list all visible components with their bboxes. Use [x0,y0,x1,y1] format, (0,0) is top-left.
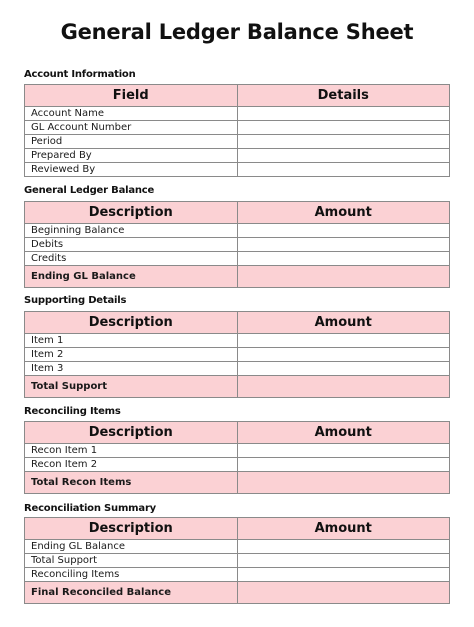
total-row [25,472,450,494]
total-label: Final Reconciled Balance [25,582,238,604]
table-row [25,540,450,554]
section-label-summary: Reconciliation Summary [24,503,156,514]
table-header-row [25,422,450,444]
row-label: Recon Item 2 [25,458,238,472]
column-header: Description [25,422,238,444]
column-header: Description [25,202,238,224]
table-row [25,252,450,266]
value-cell[interactable] [237,107,450,121]
value-cell[interactable] [237,540,450,554]
row-label: Item 3 [25,362,238,376]
table-header-row [25,85,450,107]
total-value-cell[interactable] [237,582,450,604]
value-cell[interactable] [237,121,450,135]
section-label-account-info: Account Information [24,69,136,80]
column-header: Amount [237,422,450,444]
page-title: General Ledger Balance Sheet [60,20,414,44]
table-row [25,568,450,582]
value-cell[interactable] [237,252,450,266]
value-cell[interactable] [237,362,450,376]
value-cell[interactable] [237,334,450,348]
table-row [25,554,450,568]
table-row [25,334,450,348]
row-label: Reviewed By [25,163,238,177]
table-row [25,107,450,121]
table-row [25,362,450,376]
section-label-supporting: Supporting Details [24,295,127,306]
supporting-details-table [24,311,450,398]
section-label-reconciling: Reconciling Items [24,406,121,417]
gl-balance-table [24,201,450,288]
column-header: Description [25,312,238,334]
column-header: Amount [237,518,450,540]
value-cell[interactable] [237,163,450,177]
table-row [25,238,450,252]
total-label: Total Recon Items [25,472,238,494]
value-cell[interactable] [237,568,450,582]
table-row [25,135,450,149]
row-label: Recon Item 1 [25,444,238,458]
row-label: Reconciling Items [25,568,238,582]
column-header: Amount [237,312,450,334]
table-header-row [25,312,450,334]
row-label: Debits [25,238,238,252]
row-label: Ending GL Balance [25,540,238,554]
table-row [25,163,450,177]
column-header: Details [237,85,450,107]
column-header: Amount [237,202,450,224]
value-cell[interactable] [237,458,450,472]
row-label: Prepared By [25,149,238,163]
total-value-cell[interactable] [237,472,450,494]
reconciliation-summary-table [24,517,450,604]
total-label: Total Support [25,376,238,398]
value-cell[interactable] [237,149,450,163]
table-row [25,348,450,362]
value-cell[interactable] [237,348,450,362]
value-cell[interactable] [237,135,450,149]
row-label: Beginning Balance [25,224,238,238]
total-value-cell[interactable] [237,376,450,398]
row-label: GL Account Number [25,121,238,135]
column-header: Description [25,518,238,540]
reconciling-items-table [24,421,450,494]
table-row [25,121,450,135]
section-label-gl-balance: General Ledger Balance [24,185,155,196]
row-label: Period [25,135,238,149]
total-label: Ending GL Balance [25,266,238,288]
table-row [25,458,450,472]
account-info-table [24,84,450,177]
table-header-row [25,202,450,224]
row-label: Total Support [25,554,238,568]
value-cell[interactable] [237,444,450,458]
total-row [25,376,450,398]
table-row [25,444,450,458]
row-label: Account Name [25,107,238,121]
value-cell[interactable] [237,554,450,568]
total-row [25,266,450,288]
column-header: Field [25,85,238,107]
total-value-cell[interactable] [237,266,450,288]
value-cell[interactable] [237,238,450,252]
row-label: Credits [25,252,238,266]
table-header-row [25,518,450,540]
row-label: Item 2 [25,348,238,362]
row-label: Item 1 [25,334,238,348]
total-row [25,582,450,604]
table-row [25,224,450,238]
table-row [25,149,450,163]
value-cell[interactable] [237,224,450,238]
